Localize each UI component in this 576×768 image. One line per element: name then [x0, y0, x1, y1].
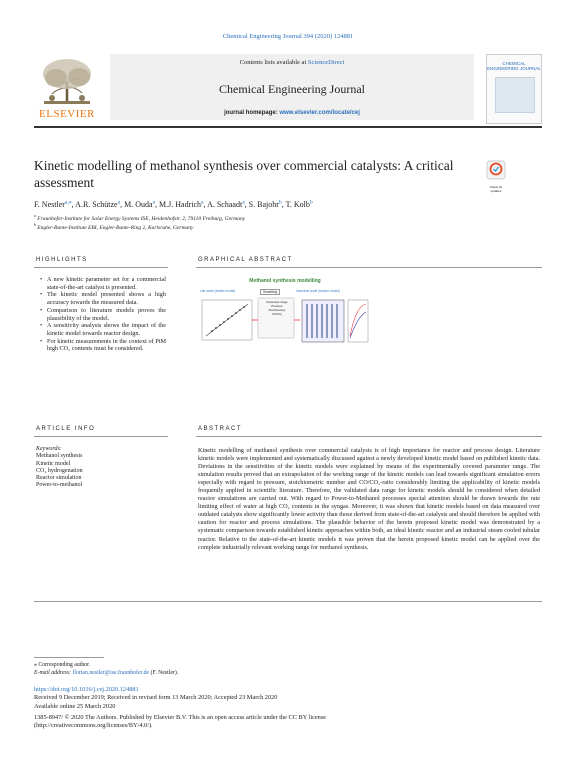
cover-title: CHEMICAL ENGINEERING JOURNAL — [487, 61, 541, 71]
abstract-text: Kinetic modelling of methanol synthesis over commercial catalysts is of high importance for reactor and process design. Literature kinetic models were implemented and systematically discussed against a newly developed kinetic model based on published kinetic data. Deviations in the sensitivities of the kinetic models were explained by means of the experimentally covered parameter range. The simulation results proved that an extrapolation of the working range of the kinetic models can lead towards significant simulation errors especially with regard to pressure, stoichiometric number and CO/CO₂-ratio considerably limiting the applicability of kinetic models frequently applied in scientific literature. Therefore, the validated data range for kinetic models should be considered when detailed reactor simulations are carried out. With regard to Power-to-Methanol processes special attention should be drawn towards the rate limiting effect of water at high CO₂ contents in the syngas. Moreover, it was shown that kinetic models based on data measured over outdated catalysts show significantly lower activity than those derived from state-of-the-art catalysts and should therefore be applied with caution for reactor and process simulations. The plausible behavior of the herein proposed kinetic model was demonstrated by a systematic comparison towards established kinetic approaches within both, an ideal kinetic reactor and an industrial steam cooled tubular reactor. Relative to the state-of-the-art kinetic models it was proven that the herein proposed kinetic model can be applied over the complete industrially relevant working range for methanol synthesis. — [198, 447, 540, 551]
author[interactable]: A.R. Schütze$^a$ — [75, 199, 121, 209]
divider — [196, 267, 542, 268]
corresponding-author: ⁎ Corresponding author. — [34, 662, 91, 668]
license-url[interactable]: (http://creativecommons.org/licenses/BY/4.0/). — [34, 722, 153, 729]
keyword: Reactor simulation — [36, 475, 82, 482]
ga-box-items: Parameter range Pressure Stoichiometry CO/CO₂ — [266, 300, 288, 316]
email-line — [34, 669, 178, 677]
author[interactable]: T. Kolb$^b$ — [285, 199, 313, 209]
journal-citation[interactable]: Chemical Engineering Journal 394 (2020) 124881 — [222, 33, 354, 40]
elsevier-logo — [34, 54, 100, 124]
check-updates-icon — [486, 160, 506, 180]
email-name: (F. Nestler). — [149, 670, 179, 676]
journal-cover — [486, 54, 542, 124]
keyword: Methanol synthesis — [36, 453, 83, 460]
keyword: Power-to-methanol — [36, 482, 83, 489]
article-title: Kinetic modelling of methanol synthesis over commercial catalysts: A critical assessment — [34, 158, 454, 190]
contents-prefix: Contents lists available at — [239, 59, 308, 66]
author[interactable]: F. Nestler$^{a,⁎}$ — [34, 199, 72, 209]
abstract-heading: ABSTRACT — [198, 426, 243, 432]
ga-center-label: Sensitivity — [260, 289, 280, 295]
divider — [34, 436, 168, 437]
affiliation-b: $^b$ Engler-Bunte-Institute EBI, Engler-Bunte-Ring 2, Karlsruhe, Germany — [34, 223, 194, 231]
contents-line — [110, 59, 474, 66]
author[interactable]: M.J. Hadrich$^a$ — [159, 199, 204, 209]
highlight-item: • Comparison to literature models proves the plausibility of the model. — [40, 307, 166, 322]
journal-title: Chemical Engineering Journal — [219, 82, 365, 96]
doi-link[interactable]: https://doi.org/10.1016/j.cej.2020.124881 — [34, 686, 139, 693]
highlights-heading: HIGHLIGHTS — [36, 257, 88, 263]
email-label: E-mail address: — [34, 670, 73, 676]
keyword: Kinetic model — [36, 460, 71, 467]
check-updates-label: Check for updates — [489, 185, 503, 193]
license-line: 1385-8947/ © 2020 The Authors. Published by Elsevier B.V. This is an open access article under the CC BY license — [34, 714, 327, 721]
sciencedirect-link[interactable]: ScienceDirect — [307, 59, 345, 66]
highlight-item: • The kinetic model presented shows a high accuracy towards the measured data. — [40, 291, 166, 306]
cover-graphic — [495, 77, 535, 113]
affiliation-a: $^a$ Fraunhofer-Institute for Solar Energy Systems ISE, Heidenhofstr. 2, 79110 Freiburg, Germany — [34, 214, 246, 222]
divider — [34, 601, 542, 602]
keywords-block — [36, 446, 166, 490]
available-online: Available online 25 March 2020 — [34, 703, 116, 710]
journal-banner — [34, 54, 542, 124]
highlights-list — [40, 276, 166, 353]
highlight-item: • For kinetic measurements in the context of PtM high CO₂ contents must be considered. — [40, 338, 166, 353]
author[interactable]: S. Bajohr$^b$ — [248, 199, 282, 209]
homepage-link[interactable]: www.elsevier.com/locate/cej — [279, 110, 360, 116]
article-info-heading: ARTICLE INFO — [36, 426, 96, 432]
email-link[interactable]: florian.nestler@ise.fraunhofer.de — [72, 670, 150, 676]
author[interactable]: A. Schaadt$^a$ — [207, 199, 245, 209]
check-for-updates-badge[interactable] — [486, 160, 506, 193]
journal-homepage — [110, 110, 474, 116]
keywords-label: Keywords: — [36, 446, 62, 452]
author-list: F. Nestler$^{a,⁎}$, A.R. Schütze$^a$, M. Ouda$^a$, M.J. Hadrich$^a$, A. Schaadt$^a$, S. Bajohr$^b$, T. Kolb$^b$ — [34, 199, 313, 209]
homepage-prefix: journal homepage: — [224, 110, 280, 116]
banner-rule — [34, 126, 542, 128]
graphical-abstract-heading: GRAPHICAL ABSTRACT — [198, 257, 293, 263]
highlight-item: • A new kinetic parameter set for a commercial state-of-the-art catalyst is presented. — [40, 276, 166, 291]
graphical-abstract-figure[interactable] — [200, 272, 370, 350]
received-dates: Received 9 December 2019; Received in revised form 13 March 2020; Accepted 23 March 2020 — [34, 694, 278, 701]
keyword: CO₂ hydrogenation — [36, 467, 83, 474]
divider — [196, 436, 542, 437]
publisher-name: ELSEVIER — [39, 108, 95, 120]
highlight-item: • A sensitivity analysis shows the impact of the kinetic model towards reactor design. — [40, 322, 166, 337]
footnote-rule — [34, 657, 104, 658]
ga-right-label: Industrial scale (reactor model) — [296, 289, 340, 293]
ga-title: Methanol synthesis modelling — [249, 278, 321, 284]
ga-left-label: Lab scale (kinetic model) — [200, 289, 236, 293]
author[interactable]: M. Ouda$^a$ — [124, 199, 156, 209]
divider — [34, 267, 168, 268]
